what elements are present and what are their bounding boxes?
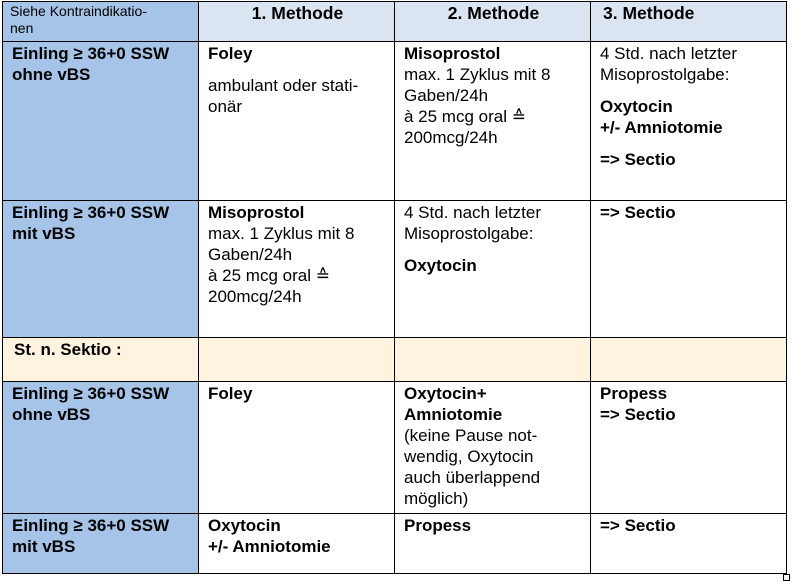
method-2-cell xyxy=(395,514,591,574)
method-2-cell xyxy=(395,382,591,514)
method-text-line: max. 1 Zyklus mit 8 xyxy=(404,65,551,84)
method-3-cell xyxy=(591,201,787,338)
method-bold-line: Propess xyxy=(404,516,472,535)
method-bold-line: => Sectio xyxy=(600,516,676,535)
method-text-line: onär xyxy=(208,97,243,116)
method-bold-line: => Sectio xyxy=(600,405,676,424)
section-label: St. n. Sektio : xyxy=(3,338,199,382)
row-label-cell xyxy=(3,42,199,201)
row-label-line-2: ohne vBS xyxy=(12,405,91,424)
method-3-cell xyxy=(591,514,787,574)
method-text-line: Misoprostolgabe: xyxy=(600,65,730,84)
header-method-1 xyxy=(199,2,395,42)
method-text-line: (keine Pause not- xyxy=(404,426,538,445)
header-method-3 xyxy=(591,2,787,42)
method-2-cell xyxy=(395,201,591,338)
row-label-line-1: Einling ≥ 36+0 SSW xyxy=(12,203,170,222)
method-1-cell xyxy=(199,514,395,574)
row-label-line-1: Einling ≥ 36+0 SSW xyxy=(12,44,170,63)
method-text-line: 4 Std. nach letzter xyxy=(600,44,738,63)
row-label-line-2: mit vBS xyxy=(12,537,76,556)
header-contraindications-line-1: Siehe Kontraindikatio- xyxy=(10,3,147,19)
method-bold-line: Foley xyxy=(208,384,253,403)
method-text-line: max. 1 Zyklus mit 8 xyxy=(208,224,355,243)
method-bold-line: +/- Amniotomie xyxy=(600,118,723,137)
row-label-cell xyxy=(3,382,199,514)
header-contraindications-cell xyxy=(3,2,199,42)
method-bold-line: Oxytocin xyxy=(600,97,673,116)
method-title: Misoprostol xyxy=(404,44,501,63)
method-bold-line: Oxytocin xyxy=(404,256,477,275)
header-method-2 xyxy=(395,2,591,42)
method-text-line: 200mcg/24h xyxy=(208,287,302,306)
row-label-line-1: Einling ≥ 36+0 SSW xyxy=(12,384,170,403)
method-bold-line: Amniotomie xyxy=(404,405,503,424)
method-2-cell xyxy=(395,42,591,201)
header-method-1-label: 1. Methode xyxy=(251,3,344,23)
method-bold-line: => Sectio xyxy=(600,203,676,222)
method-text-line: wendig, Oxytocin xyxy=(404,447,534,466)
method-bold-line: +/- Amniotomie xyxy=(208,537,331,556)
row-label-line-2: ohne vBS xyxy=(12,65,91,84)
method-text-line: Gaben/24h xyxy=(208,245,293,264)
method-bold-line: Propess xyxy=(600,384,668,403)
method-title: Misoprostol xyxy=(208,203,305,222)
section-empty-cell xyxy=(591,338,787,382)
section-empty-cell xyxy=(395,338,591,382)
method-text-line: auch überlappend xyxy=(404,468,541,487)
table-row xyxy=(3,382,787,514)
table-row xyxy=(3,42,787,201)
method-text-line: ambulant oder stati- xyxy=(208,76,359,95)
method-title: Foley xyxy=(208,44,253,63)
method-text-line: Gaben/24h xyxy=(404,86,489,105)
row-label-line-1: Einling ≥ 36+0 SSW xyxy=(12,516,170,535)
method-1-cell xyxy=(199,382,395,514)
method-3-cell xyxy=(591,382,787,514)
method-text-line: Misoprostolgabe: xyxy=(404,224,534,243)
method-text-line: à 25 mcg oral ≙ xyxy=(208,266,330,285)
header-method-2-label: 2. Methode xyxy=(447,3,540,23)
resize-handle[interactable] xyxy=(783,574,790,581)
induction-methods-table xyxy=(2,1,787,574)
method-bold-line: Oxytocin xyxy=(208,516,281,535)
header-row xyxy=(3,2,787,42)
row-label-cell xyxy=(3,514,199,574)
method-text-line: 4 Std. nach letzter xyxy=(404,203,542,222)
method-1-cell xyxy=(199,201,395,338)
method-text-line: 200mcg/24h xyxy=(404,128,498,147)
method-bold-line: Oxytocin+ xyxy=(404,384,487,403)
header-method-3-label: 3. Methode xyxy=(603,3,695,23)
method-text-line: möglich) xyxy=(404,489,469,508)
method-3-cell xyxy=(591,42,787,201)
method-text-line: à 25 mcg oral ≙ xyxy=(404,107,526,126)
row-label-line-2: mit vBS xyxy=(12,224,76,243)
section-row xyxy=(3,338,787,382)
method-1-cell xyxy=(199,42,395,201)
header-contraindications-line-2: nen xyxy=(10,20,34,36)
table-row xyxy=(3,201,787,338)
table-row xyxy=(3,514,787,574)
method-bold-line: => Sectio xyxy=(600,150,676,169)
row-label-cell xyxy=(3,201,199,338)
section-empty-cell xyxy=(199,338,395,382)
